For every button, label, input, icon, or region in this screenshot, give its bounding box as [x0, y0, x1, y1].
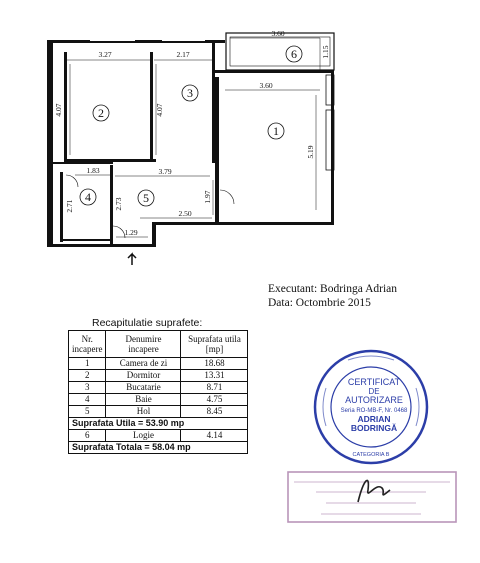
room-number-3: 3	[187, 86, 193, 100]
cell-name: Camera de zi	[106, 358, 181, 370]
table-row	[69, 370, 248, 382]
cell-name: Logie	[106, 430, 181, 442]
col-header-name: Denumire incapere	[106, 331, 181, 358]
dim-327: 3.27	[98, 50, 112, 59]
table-row	[69, 430, 248, 442]
dim-407-left: 4.07	[54, 103, 63, 117]
signature-icon	[358, 480, 390, 502]
cell-nr: 3	[69, 382, 106, 394]
dim-217: 2.17	[176, 50, 190, 59]
room-number-1: 1	[273, 124, 279, 138]
room-number-5: 5	[143, 191, 149, 205]
cell-nr: 5	[69, 406, 106, 418]
room-number-4: 4	[85, 190, 91, 204]
cell-name: Bucatarie	[106, 382, 181, 394]
util-total-row: Suprafata Utila = 53.90 mp	[69, 418, 248, 430]
table-row	[69, 406, 248, 418]
col-header-nr: Nr. incapere	[69, 331, 106, 358]
entry-arrow-icon	[128, 254, 136, 265]
dim-197: 1.97	[203, 190, 212, 204]
stamp-line-4: Seria RO-MB-F, Nr. 0468	[340, 408, 408, 414]
floor-plan	[0, 0, 480, 275]
dim-360-top: 3.60	[271, 29, 285, 38]
dim-379: 3.79	[158, 167, 172, 176]
room-number-6: 6	[291, 47, 297, 61]
cell-nr: 6	[69, 430, 106, 442]
cell-area: 4.14	[181, 430, 248, 442]
date-line: Data: Octombrie 2015	[268, 297, 371, 309]
dim-273: 2.73	[114, 197, 123, 211]
table-row	[69, 394, 248, 406]
stamp-line-5: ADRIAN	[357, 414, 391, 424]
executant-line: Executant: Bodringa Adrian	[268, 283, 398, 295]
cell-name: Baie	[106, 394, 181, 406]
cell-nr: 2	[69, 370, 106, 382]
cell-area: 8.45	[181, 406, 248, 418]
table-row	[69, 382, 248, 394]
dim-129: 1.29	[124, 228, 138, 237]
table-row	[69, 358, 248, 370]
col-header-area: Suprafata utila [mp]	[181, 331, 248, 358]
cell-name: Hol	[106, 406, 181, 418]
stamp-line-6: BODRINGĂ	[350, 423, 398, 433]
dim-183: 1.83	[86, 166, 100, 175]
recap-table	[68, 330, 248, 454]
dim-271: 2.71	[65, 199, 74, 213]
cell-area: 13.31	[181, 370, 248, 382]
stamp-line-2: DE	[368, 387, 380, 396]
dim-115: 1.15	[321, 45, 330, 59]
grand-total-row: Suprafata Totala = 58.04 mp	[69, 442, 248, 454]
cell-name: Dormitor	[106, 370, 181, 382]
cell-nr: 1	[69, 358, 106, 370]
dim-519: 5.19	[306, 145, 315, 159]
cell-area: 4.75	[181, 394, 248, 406]
cell-area: 8.71	[181, 382, 248, 394]
room-number-2: 2	[98, 106, 104, 120]
cell-area: 18.68	[181, 358, 248, 370]
authorization-stamp	[312, 348, 430, 466]
recap-title: Recapitulatie suprafete:	[92, 317, 203, 329]
faint-stamp	[286, 470, 458, 525]
stamp-line-1: CERTIFICAT	[347, 377, 401, 387]
cell-nr: 4	[69, 394, 106, 406]
dim-360-room: 3.60	[259, 81, 273, 90]
stamp-line-3: AUTORIZARE	[345, 395, 403, 405]
dim-407-mid: 4.07	[155, 103, 164, 117]
dim-250: 2.50	[178, 209, 192, 218]
stamp-line-7: CATEGORIA B	[352, 452, 390, 458]
